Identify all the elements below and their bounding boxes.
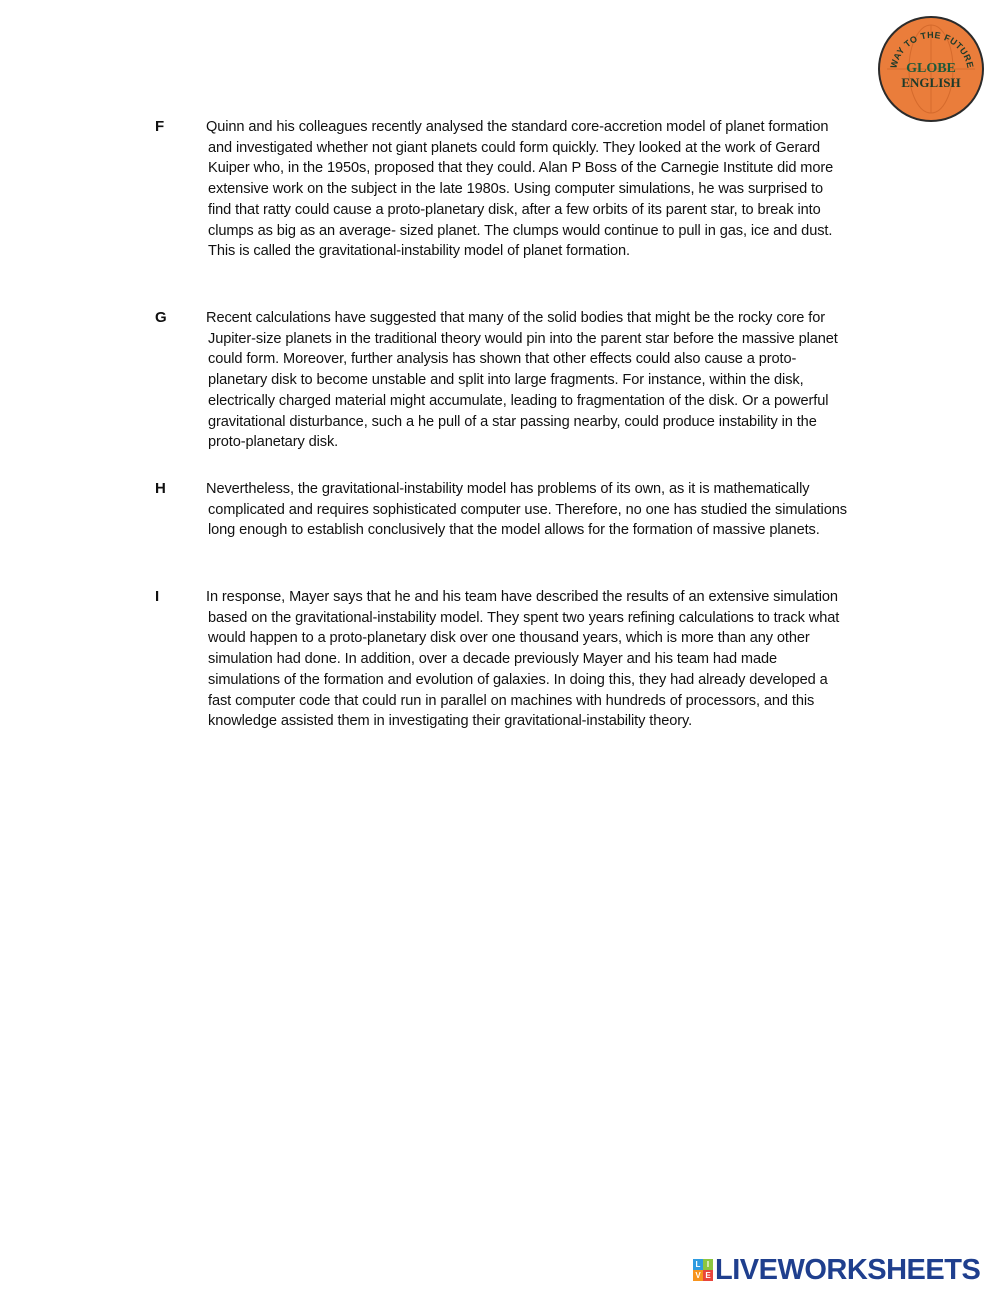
brand-name: LIVEWORKSHEETS bbox=[715, 1253, 981, 1286]
logo-arc-text: WAY TO THE FUTURE bbox=[888, 29, 976, 70]
live-icon bbox=[693, 1259, 713, 1281]
logo-line1: GLOBE bbox=[906, 61, 956, 76]
paragraph-text: Recent calculations have suggested that many of the solid bodies that might be the rocky core for Jupiter-size planets in the traditional theory would pin into the parent star before the massive planet could form. Moreover, further analysis has shown that other effects could also cause a proto-planetary disk to become unstable and split into large fragments. For instance, within the disk, electrically charged material might accumulate, leading to fragmentation of the disk. Or a powerful gravitational disturbance, such a he pull of a star passing nearby, could produce instability in the proto-planetary disk. bbox=[206, 310, 838, 451]
logo-line2: ENGLISH bbox=[901, 75, 961, 90]
live-letter-i: I bbox=[703, 1259, 713, 1270]
live-letter-e: E bbox=[703, 1270, 713, 1281]
paragraph-letter: H bbox=[155, 480, 166, 497]
paragraph-letter: I bbox=[155, 588, 160, 605]
paragraph-text: In response, Mayer says that he and his team have described the results of an extensive simulation based on the gravitational-instability model. They spent two years refining calculations to track what would happen to a proto-planetary disk over one thousand years, which is more than any other simulation had done. In addition, over a decade previously Mayer and his team had made simulations of the formation and evolution of galaxies. In doing this, they had already developed a fast computer code that could run in parallel on machines with hundreds of processors, and this knowledge assisted them in investigating their gravitational-instability theory. bbox=[206, 589, 840, 730]
live-letter-v: V bbox=[693, 1270, 703, 1281]
paragraph-text: Nevertheless, the gravitational-instability model has problems of its own, as it is mathematically complicated and requires sophisticated computer use. Therefore, no one has studied the simulations long enough to establish conclusively that the model allows for the formation of massive planets. bbox=[206, 481, 847, 539]
live-letter-l: L bbox=[693, 1259, 703, 1270]
liveworksheets-logo[interactable] bbox=[693, 1254, 980, 1286]
paragraph-text: Quinn and his colleagues recently analysed the standard core-accretion model of planet formation and investigated whether not giant planets could form quickly. They looked at the work of Gerard Kuiper who, in the 1950s, proposed that they could. Alan P Boss of the Carnegie Institute did more extensive work on the subject in the late 1980s. Using computer simulations, he was surprised to find that ratty could cause a proto-planetary disk, after a few orbits of its parent star, to break into clumps as big as an average- sized planet. The clumps would continue to pull in gas, ice and dust. This is called the gravitational-instability model of planet formation. bbox=[206, 119, 834, 260]
paragraph-letter: F bbox=[155, 118, 165, 135]
paragraph-letter: G bbox=[155, 309, 167, 326]
globe-english-logo bbox=[876, 14, 986, 124]
